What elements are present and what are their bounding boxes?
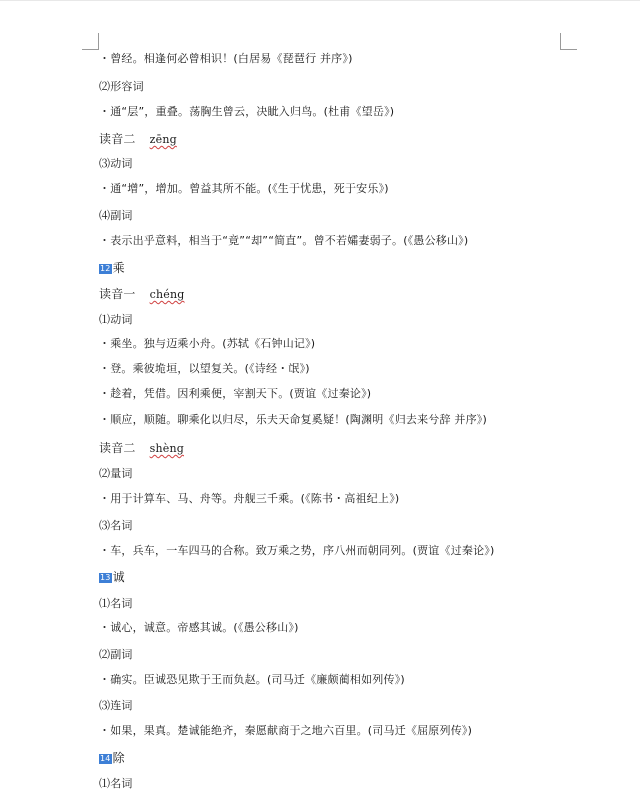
entry-heading: 14 除 [100,751,125,765]
reading-heading: 读音一 chéng [99,287,185,301]
part-of-speech-heading: ⑵量词 [99,467,133,480]
entry-number-badge: 14 [100,754,111,763]
part-of-speech-heading: ⑴名词 [99,597,133,610]
definition-line: ・顺应，顺随。聊乘化以归尽，乐夫天命复奚疑！(陶渊明《归去来兮辞 并序》) [99,413,487,426]
margin-corner-mark-left [82,33,99,50]
part-of-speech-heading: ⑶动词 [99,157,133,170]
page-top-border [0,0,640,1]
definition-line: ・车，兵车，一车四马的合称。致万乘之势，序八州而朝同列。(贾谊《过秦论》) [99,544,495,557]
definition-line: ・通“增”，增加。曾益其所不能。(《生于忧患，死于安乐》) [99,182,389,195]
definition-line: ・表示出乎意料，相当于“竟”“却”“简直”。曾不若孀妻弱子。(《愚公移山》) [99,234,469,247]
part-of-speech-heading: ⑶连词 [99,699,133,712]
definition-line: ・曾经。相逢何必曾相识！(白居易《琵琶行 并序》) [99,52,353,65]
entry-number-badge: 12 [100,264,111,273]
entry-heading: 13 诚 [100,570,125,584]
pinyin: zēng [149,133,177,146]
definition-line: ・用于计算车、马、舟等。舟舰三千乘。(《陈书・高祖纪上》) [99,492,400,505]
reading-heading: 读音二 zēng [99,132,177,146]
definition-line: ・通“层”，重叠。荡胸生曾云，决眦入归鸟。(杜甫《望岳》) [99,105,395,118]
definition-line: ・如果，果真。楚诚能绝齐，秦愿献商于之地六百里。(司马迁《屈原列传》) [99,724,473,737]
part-of-speech-heading: ⑶名词 [99,519,133,532]
definition-line: ・诚心，诚意。帝感其诚。(《愚公移山》) [99,621,299,634]
pinyin: shèng [149,442,184,455]
reading-heading: 读音二 shèng [99,441,184,455]
part-of-speech-heading: ⑵副词 [99,648,133,661]
part-of-speech-heading: ⑷副词 [99,209,133,222]
entry-number-badge: 13 [100,573,111,582]
definition-line: ・趁着，凭借。因利乘便，宰割天下。(贾谊《过秦论》) [99,387,372,400]
part-of-speech-heading: ⑴动词 [99,313,133,326]
definition-line: ・乘坐。独与迈乘小舟。(苏轼《石钟山记》) [99,337,316,350]
part-of-speech-heading: ⑵形容词 [99,80,144,93]
definition-line: ・确实。臣诚恐见欺于王而负赵。(司马迁《廉颇蔺相如列传》) [99,673,405,686]
entry-heading: 12 乘 [100,261,125,275]
definition-line: ・登。乘彼垝垣，以望复关。(《诗经・氓》) [99,362,310,375]
pinyin: chéng [149,288,185,301]
part-of-speech-heading: ⑴名词 [99,777,133,790]
margin-corner-mark-right [560,33,577,50]
